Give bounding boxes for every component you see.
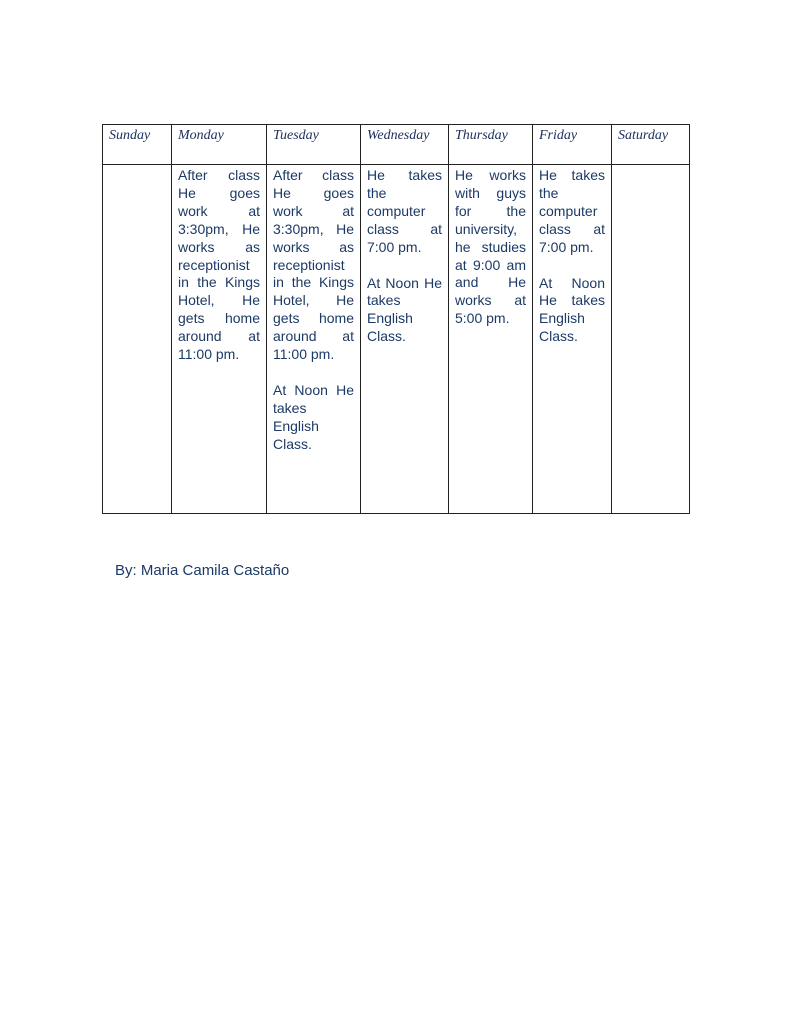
day-header-monday: Monday: [172, 125, 267, 165]
activity-cell-friday: [533, 165, 612, 514]
wednesday-activity-1: He takes the computer class at 7:00 pm.: [367, 167, 442, 255]
header-row: [103, 125, 690, 165]
thursday-activity-1: He works with guys for the university, he studies at 9:00 am and He works at 5:00 pm.: [455, 167, 526, 327]
activity-cell-saturday: [612, 165, 690, 514]
activity-cell-monday: [172, 165, 267, 514]
tuesday-activity-1: After class He goes work at 3:30pm, He works as receptionist in the Kings Hotel, He gets home around at 11:00 pm.: [273, 167, 354, 363]
activity-cell-tuesday: [267, 165, 361, 514]
day-header-saturday: Saturday: [612, 125, 690, 165]
activity-cell-sunday: [103, 165, 172, 514]
monday-activity-1: After class He goes work at 3:30pm, He works as receptionist in the Kings Hotel, He gets home around at 11:00 pm.: [178, 167, 260, 363]
wednesday-activity-2: At Noon He takes English Class.: [367, 274, 442, 345]
author-credit: By: Maria Camila Castaño: [115, 562, 290, 579]
activity-cell-wednesday: [361, 165, 449, 514]
friday-activity-1: He takes the computer class at 7:00 pm.: [539, 167, 605, 255]
activities-row: [103, 165, 690, 514]
day-header-sunday: Sunday: [103, 125, 172, 165]
day-header-thursday: Thursday: [449, 125, 533, 165]
tuesday-activity-2: At Noon He takes English Class.: [273, 381, 354, 452]
activity-cell-thursday: [449, 165, 533, 514]
weekly-schedule-table: [102, 124, 690, 514]
day-header-friday: Friday: [533, 125, 612, 165]
day-header-tuesday: Tuesday: [267, 125, 361, 165]
friday-activity-2: At Noon He takes English Class.: [539, 274, 605, 345]
day-header-wednesday: Wednesday: [361, 125, 449, 165]
